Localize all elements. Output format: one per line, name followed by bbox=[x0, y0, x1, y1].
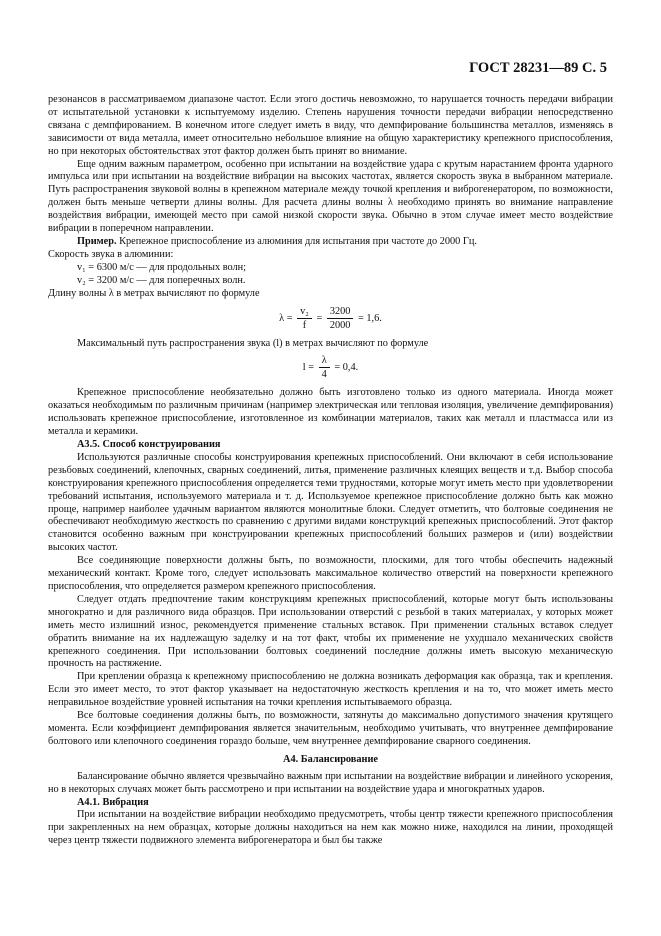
wave-intro: Длину волны λ в метрах вычисляют по формуле bbox=[48, 287, 260, 299]
paragraph-materials: Крепежное приспособление необязательно должно быть изготовлено только из одного материала. Иногда может оказаться необходимым по различным причинам (например электрическая или тепловая изоляция, увеличение демпфирования) использовать крепежное приспособление, изготовленное из комбинации материалов, таких как металл и пластмасса или из металла и керамики. bbox=[48, 387, 613, 438]
paragraph-example bbox=[48, 236, 613, 249]
paragraph-deformation: При креплении образца к крепежному приспособлению не должна возникать деформация как образца, так и крепления. Если это имеет место, то этот фактор указывает на недостаточную жесткость крепления и на то, что может иметь место неправильное воздействие уровней испытания на точки крепления испытываемого образца. bbox=[48, 671, 613, 709]
paragraph-preference: Следует отдать предпочтение таким конструкциям крепежных приспособлений, которые могут быть использованы многократно и для различного вида образцов. При использовании отверстий с резьбой в таких материалах, у которых может иметь место излишний износ, рекомендуется применение стальных вставок. При применении стальных вставок следует обратить внимание на их надлежащую заделку и на тот факт, чтобы их применение не ухудшало механических свойств крепежного соединения. При использовании болтовых соединений последние должны иметь высокую механическую прочность на растяжение. bbox=[48, 593, 613, 670]
section-a4-1-heading: А4.1. Вибрация bbox=[77, 796, 149, 808]
formula1-result: = 1,6. bbox=[358, 312, 382, 324]
example-text: Крепежное приспособление из алюминия для испытания при частоте до 2000 Гц. bbox=[116, 235, 477, 247]
paragraph-balancing: Балансирование обычно является чрезвычайно важным при испытании на воздействие вибрации и линейного ускорения, но в некоторых случаях может быть рассмотрено и при испытании на воздействие удара и многократных ударов. bbox=[48, 770, 613, 795]
paragraph-bolts: Все болтовые соединения должны быть, по возможности, затянуты до максимально допустимого значения крутящего момента. Если коэффициент демпфирования является значительным, необходимо учитывать, что внутреннее демпфирование болтового или клепочного соединения гораздо больше, чем внутреннее демпфирование сварного соединения. bbox=[48, 710, 613, 747]
paragraph-sound-speed: Еще одним важным параметром, особенно при испытании на воздействие удара с крутым нарастанием фронта ударного импульса или при испытании на воздействие вибрации на высоких частотах, является скорость звука в выбранном материале. Путь распространения звуковой волны в крепежном материале между точкой крепления и виброгенератором, по возможности, должен быть меньше четверти длины волны. Для расчета длины волны λ необходимо принять во внимание направление воздействия вибрации, имеющей место при самой низкой скорости звука. Обычно в этом случае имеет место воздействие вибрации в поперечном направлении. bbox=[48, 158, 613, 235]
section-a4-heading: А4. Балансирование bbox=[283, 753, 378, 765]
section-a3-5-heading: А3.5. Способ конструирования bbox=[77, 439, 221, 451]
paragraph-resonance: резонансов в рассматриваемом диапазоне частот. Если этого достичь невозможно, то нарушается точность передачи вибрации от испытательной установки к испытуемому изделию. Степень нарушения точности передачи вибрации непосредственно связана с демпфированием. В конечном итоге следует иметь в виду, что демпфирование большинства металлов, изменяясь в зависимости от вида металла, имеет относительно небольшое влияние на общую характеристику крепежного приспособления, но при некоторых обстоятельствах этот фактор должен быть принят во внимание. bbox=[48, 94, 613, 157]
document-body bbox=[48, 94, 613, 848]
formula-wavelength bbox=[48, 305, 613, 332]
formula2-den: 4 bbox=[321, 369, 327, 381]
speed-v2: v₂ = 3200 м/с — для поперечных волн. bbox=[77, 274, 246, 286]
formula1-eq: = bbox=[316, 312, 323, 324]
formula1-den2: 2000 bbox=[329, 319, 351, 331]
formula1-lhs: λ = bbox=[279, 312, 293, 324]
formula1-fraction-b bbox=[327, 305, 354, 332]
formula2-result: = 0,4. bbox=[334, 362, 359, 374]
example-label: Пример. bbox=[77, 235, 117, 247]
paragraph-surfaces: Все соединяющие поверхности должны быть, по возможности, плоскими, для того чтобы обеспечить надежный механический контакт. Кроме того, следует использовать максимальное количество отверстий на поверхности крепежного приспособления, что определяется размером крепежного приспособления. bbox=[48, 555, 613, 592]
formula2-num: λ bbox=[319, 354, 330, 368]
speed-v1: v₁ = 6300 м/с — для продольных волн; bbox=[77, 261, 247, 273]
formula1-num1: v₂ bbox=[297, 305, 312, 319]
formula2-lhs: l = bbox=[302, 362, 315, 374]
page-header: ГОСТ 28231—89 С. 5 bbox=[469, 60, 607, 76]
formula1-num2: 3200 bbox=[327, 305, 354, 319]
formula1-den1: f bbox=[302, 319, 307, 331]
paragraph-vibration: При испытании на воздействие вибрации необходимо предусмотреть, чтобы центр тяжести крепежного приспособления при закрепленных на нем образцах, которые должны находиться на нем как можно ниже, находился на линии, проходящей через центр тяжести подвижного элемента виброгенератора и был бы также bbox=[48, 809, 613, 847]
formula-path bbox=[48, 354, 613, 381]
path-intro: Максимальный путь распространения звука (l) в метрах вычисляют по формуле bbox=[77, 337, 429, 349]
formula2-fraction bbox=[319, 354, 330, 381]
speed-intro: Скорость звука в алюминии: bbox=[48, 248, 174, 260]
formula1-fraction-a bbox=[297, 305, 312, 332]
paragraph-construction: Используются различные способы конструирования крепежных приспособлений. Они включают в себя использование резьбовых соединений, клепочных, сварных соединений, литья, применение различных клеящих веществ и т.д. Выбор способа конструирования крепежного приспособления определяется теми трудностями, которые могут иметь место при удовлетворении требований испытания, используемого материала и т. д. Используемое крепежное приспособление должно быть как можно проще, например наиболее удачным вариантом являются монолитные блоки. Следует отметить, что болтовые соединения не обеспечивают необходимую жесткость по сравнению с другими видами конструкций крепежных приспособлений. Этот фактор становится особенно важным при конструировании крепежных приспособлений больших размеров и (или) воздействии высоких частот. bbox=[48, 451, 613, 554]
